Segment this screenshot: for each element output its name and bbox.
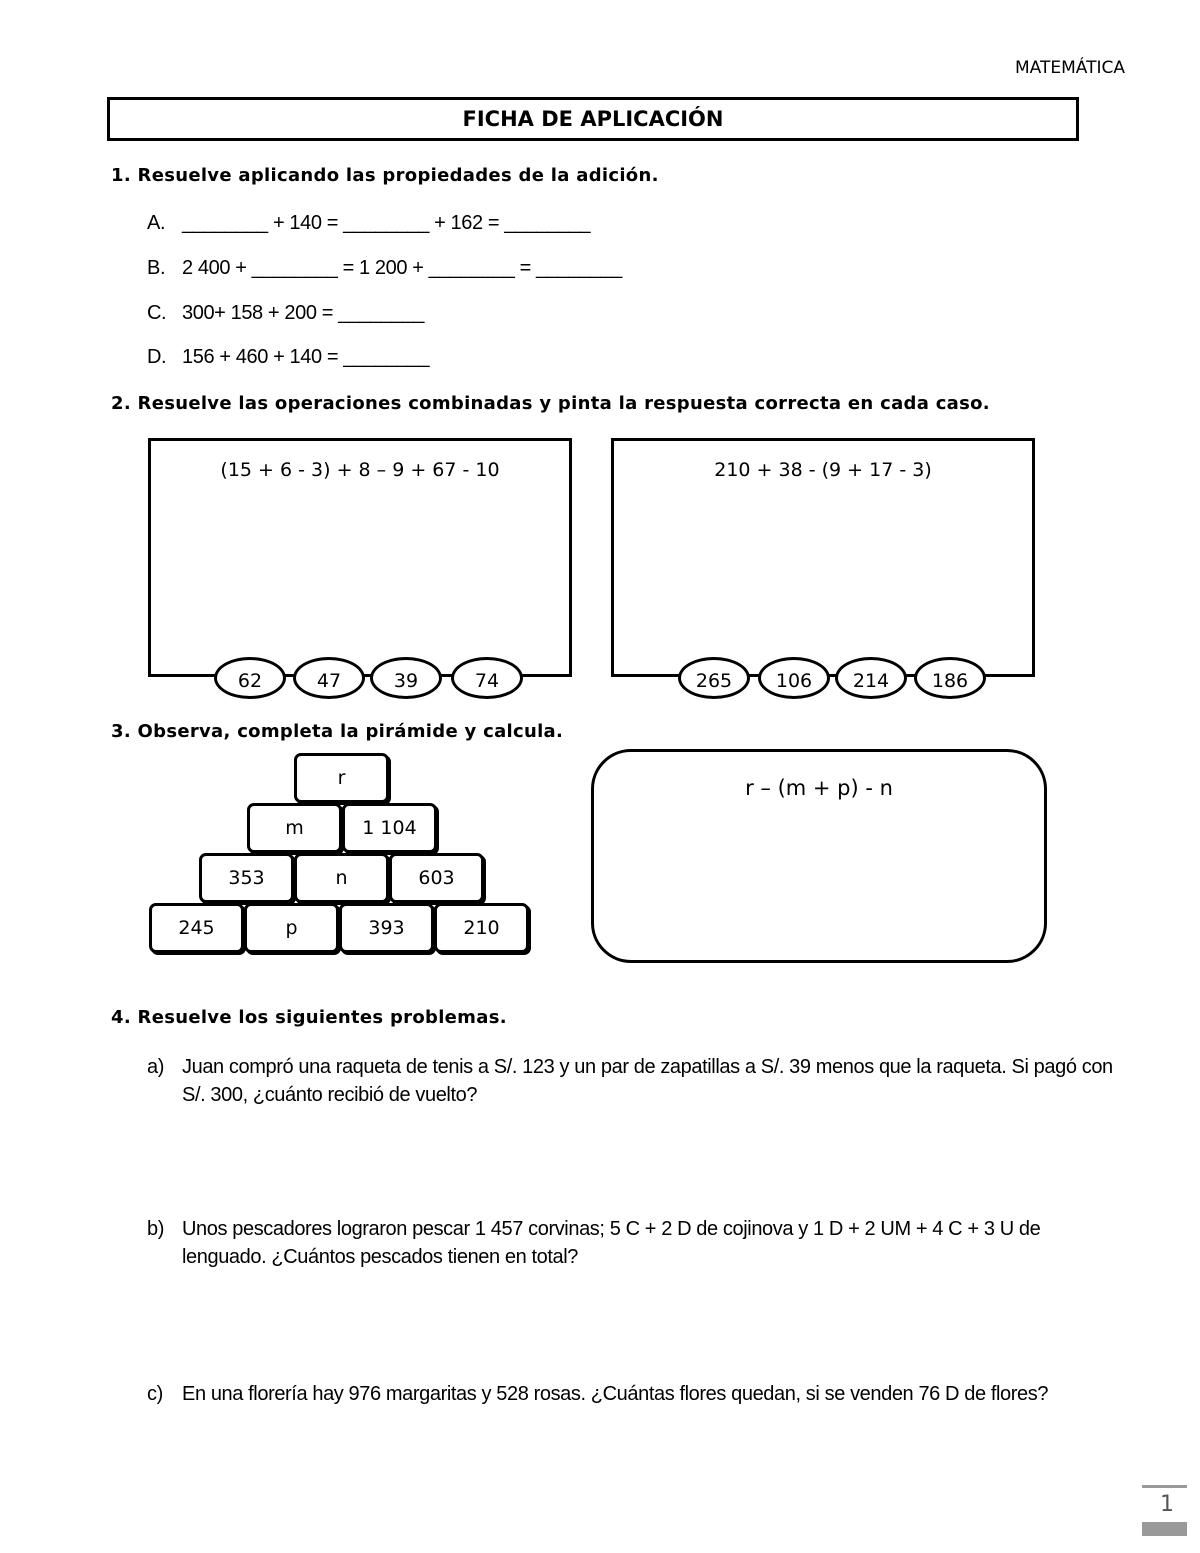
answer-option[interactable]: 39	[370, 657, 442, 699]
page-number-rule	[1142, 1485, 1187, 1488]
answer-option[interactable]: 265	[678, 657, 750, 699]
q2-title: 2. Resuelve las operaciones combinadas y pinta la respuesta correcta en cada caso.	[111, 393, 990, 414]
q1-title: 1. Resuelve aplicando las propiedades de la adición.	[111, 165, 659, 186]
item-text: 300+ 158 + 200 = ________	[182, 302, 424, 324]
subject-label: MATEMÁTICA	[1015, 58, 1125, 78]
q3-title: 3. Observa, completa la pirámide y calcula.	[111, 721, 564, 742]
q1-item	[0, 302, 1200, 328]
calculation-box	[591, 749, 1047, 963]
problem-item	[0, 1215, 1200, 1275]
answer-option[interactable]: 186	[914, 657, 986, 699]
item-text: 156 + 460 + 140 = ________	[182, 346, 430, 368]
answer-option[interactable]: 214	[835, 657, 907, 699]
item-letter: D.	[147, 346, 167, 368]
problem-letter: a)	[147, 1056, 164, 1078]
pyramid-brick: r	[294, 753, 389, 803]
answer-option[interactable]: 106	[758, 657, 830, 699]
item-letter: A.	[147, 212, 166, 234]
pyramid-brick: 245	[149, 903, 244, 953]
problem-text: Juan compró una raqueta de tenis a S/. 123 y un par de zapatillas a S/. 39 menos que la raqueta. Si pagó con S/. 300, ¿cuánto recibió de vuelto?	[182, 1056, 1113, 1106]
pyramid-brick: n	[294, 853, 389, 903]
worksheet-title: FICHA DE APLICACIÓN	[107, 97, 1079, 141]
answer-option[interactable]: 62	[214, 657, 286, 699]
problem-text: Unos pescadores lograron pescar 1 457 corvinas; 5 C + 2 D de cojinova y 1 D + 2 UM + 4 C + 3 U de lenguado. ¿Cuántos pescados tienen en total?	[182, 1218, 1041, 1268]
problem-item	[0, 1380, 1200, 1410]
q1-item	[0, 212, 1200, 238]
item-text: 2 400 + ________ = 1 200 + ________ = ________	[182, 257, 622, 279]
problem-text: En una florería hay 976 margaritas y 528 rosas. ¿Cuántas flores quedan, si se venden 76 D de flores?	[182, 1383, 1049, 1405]
operation-box-1	[148, 438, 572, 676]
problem-letter: c)	[147, 1383, 163, 1405]
calculation-expression: r – (m + p) - n	[745, 776, 893, 800]
answer-option[interactable]: 74	[451, 657, 523, 699]
problem-item	[0, 1053, 1200, 1113]
pyramid-brick: 1 104	[342, 803, 437, 853]
item-letter: B.	[147, 257, 166, 279]
page-number-bar	[1142, 1522, 1187, 1536]
q4-title: 4. Resuelve los siguientes problemas.	[111, 1007, 507, 1028]
pyramid-brick: 603	[389, 853, 484, 903]
q1-item	[0, 257, 1200, 283]
operation-box-2	[611, 438, 1035, 676]
pyramid-brick: m	[247, 803, 342, 853]
page-number: 1	[1160, 1492, 1174, 1517]
answer-option[interactable]: 47	[293, 657, 365, 699]
operation-expression: (15 + 6 - 3) + 8 – 9 + 67 - 10	[220, 459, 500, 481]
problem-letter: b)	[147, 1218, 164, 1240]
pyramid-brick: 393	[339, 903, 434, 953]
pyramid-brick: 210	[434, 903, 529, 953]
item-text: ________ + 140 = ________ + 162 = ________	[182, 212, 591, 234]
operation-expression: 210 + 38 - (9 + 17 - 3)	[714, 459, 932, 481]
pyramid-brick: 353	[199, 853, 294, 903]
q1-item	[0, 346, 1200, 372]
item-letter: C.	[147, 302, 167, 324]
pyramid-brick: p	[244, 903, 339, 953]
